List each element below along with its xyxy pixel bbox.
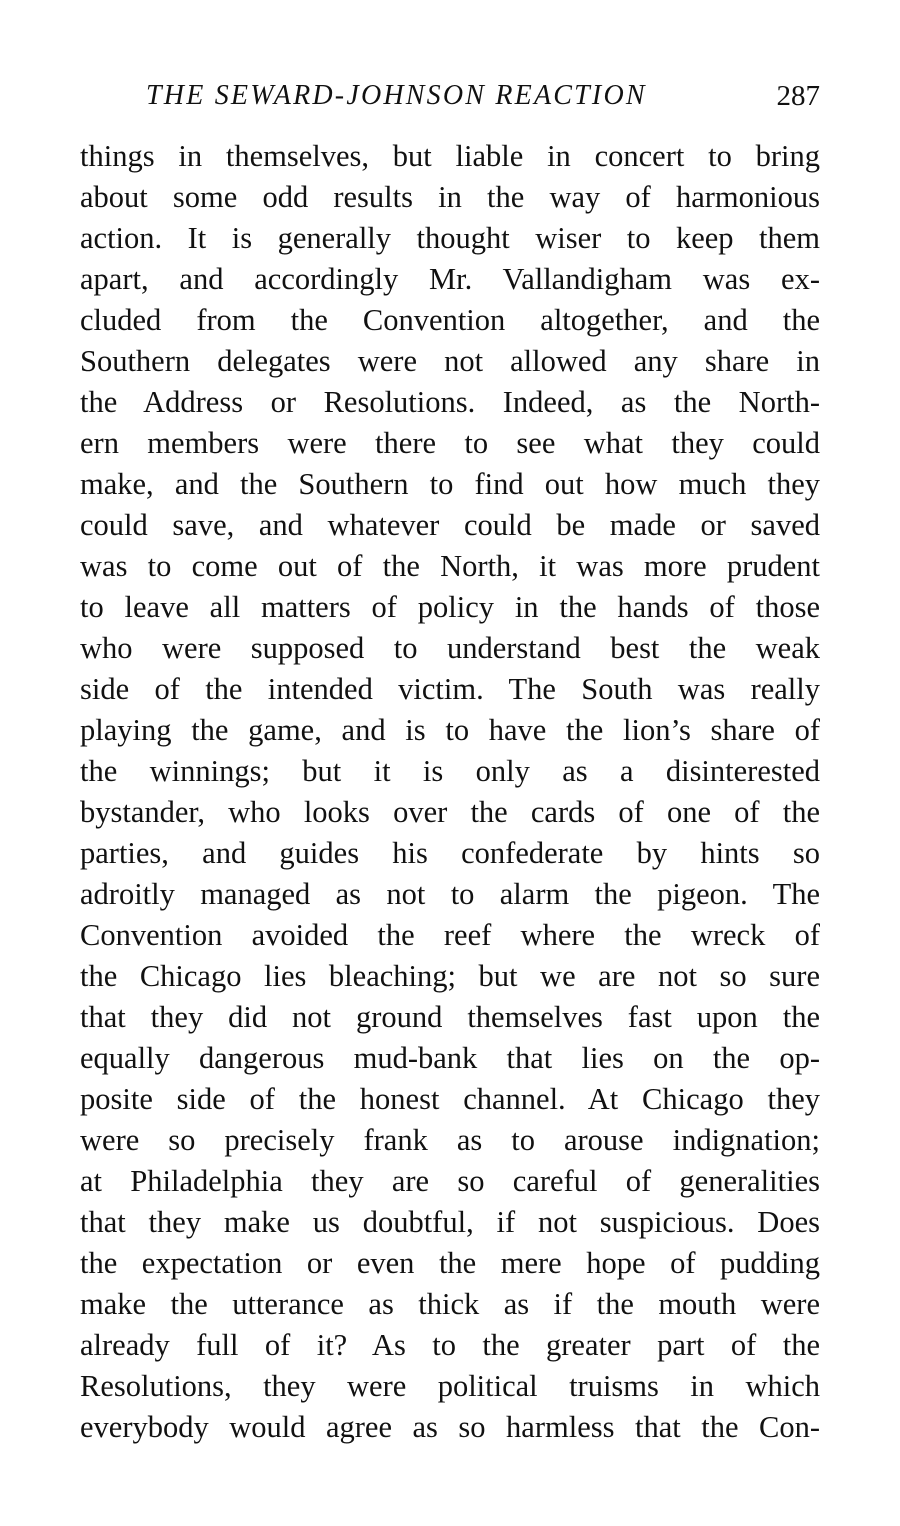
text-line: were so precisely frank as to arouse indignation; — [80, 1123, 820, 1157]
text-line: posite side of the honest channel. At Chicago they — [80, 1082, 820, 1116]
text-line: at Philadelphia they are so careful of generalities — [80, 1164, 820, 1198]
text-line: that they did not ground themselves fast upon the — [80, 1000, 820, 1034]
text-line: already full of it? As to the greater part of the — [80, 1328, 820, 1362]
body-text — [80, 136, 820, 1448]
text-line: could save, and whatever could be made or saved — [80, 508, 820, 542]
text-line: the expectation or even the mere hope of pudding — [80, 1246, 820, 1280]
text-line: bystander, who looks over the cards of one of the — [80, 795, 820, 829]
text-line: adroitly managed as not to alarm the pigeon. The — [80, 877, 820, 911]
page-number: 287 — [776, 80, 820, 112]
text-line: about some odd results in the way of harmonious — [80, 180, 820, 214]
text-line: parties, and guides his confederate by hints so — [80, 836, 820, 870]
text-line: that they make us doubtful, if not suspicious. Does — [80, 1205, 820, 1239]
text-line: Southern delegates were not allowed any share in — [80, 344, 820, 378]
text-line: things in themselves, but liable in concert to bring — [80, 139, 820, 173]
text-line: action. It is generally thought wiser to keep them — [80, 221, 820, 255]
text-line: playing the game, and is to have the lion’s share of — [80, 713, 820, 747]
text-line: make the utterance as thick as if the mouth were — [80, 1287, 820, 1321]
text-line: the winnings; but it is only as a disinterested — [80, 754, 820, 788]
text-line: to leave all matters of policy in the hands of those — [80, 590, 820, 624]
running-title: THE SEWARD-JOHNSON REACTION — [146, 80, 647, 111]
text-line: was to come out of the North, it was more prudent — [80, 549, 820, 583]
text-line: the Address or Resolutions. Indeed, as the North- — [80, 385, 820, 419]
text-line: Resolutions, they were political truisms in which — [80, 1369, 820, 1403]
text-line: ern members were there to see what they could — [80, 426, 820, 460]
text-line: side of the intended victim. The South was really — [80, 672, 820, 706]
page-header — [80, 74, 820, 118]
text-line: everybody would agree as so harmless that the Con- — [80, 1410, 820, 1444]
text-line: cluded from the Convention altogether, and the — [80, 303, 820, 337]
text-line: equally dangerous mud-bank that lies on the op- — [80, 1041, 820, 1075]
text-line: the Chicago lies bleaching; but we are not so sure — [80, 959, 820, 993]
text-line: make, and the Southern to find out how much they — [80, 467, 820, 501]
text-line: who were supposed to understand best the weak — [80, 631, 820, 665]
text-line: apart, and accordingly Mr. Vallandigham was ex- — [80, 262, 820, 296]
text-line: Convention avoided the reef where the wreck of — [80, 918, 820, 952]
